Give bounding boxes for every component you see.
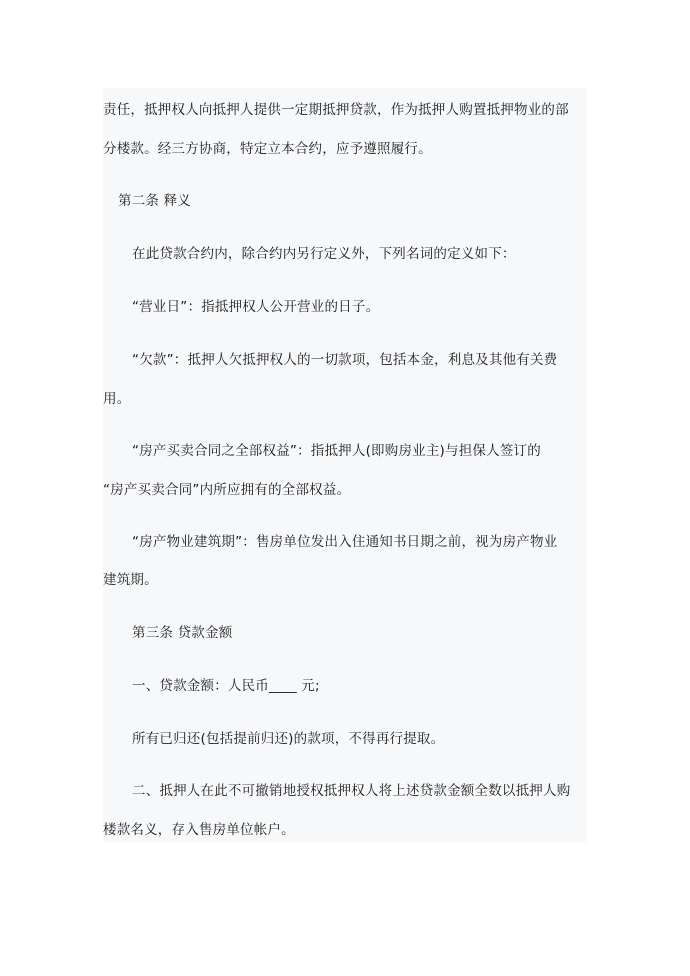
body-text-line: 责任，抵押权人向抵押人提供一定期抵押贷款，作为抵押人购置抵押物业的部 xyxy=(103,102,569,118)
body-text-line: 分楼款。经三方协商，特定立本合约，应予遵照履行。 xyxy=(103,141,432,157)
body-text-line: 建筑期。 xyxy=(103,572,158,588)
clause-line: 二、抵押人在此不可撤销地授权抵押权人将上述贷款金额全数以抵押人购 xyxy=(132,783,571,799)
definition-line: “房产物业建筑期”：售房单位发出入住通知书日期之前，视为房产物业 xyxy=(132,534,558,550)
body-text-line: “房产买卖合同”内所应拥有的全部权益。 xyxy=(103,482,351,498)
section-heading: 第二条 释义 xyxy=(118,193,191,209)
body-text-line: 所有已归还(包括提前归还)的款项，不得再行提取。 xyxy=(132,731,445,747)
definition-line: “营业日”：指抵押权人公开营业的日子。 xyxy=(132,299,380,315)
definition-line: “欠款”：抵押人欠抵押权人的一切款项，包括本金，利息及其他有关费 xyxy=(132,352,558,368)
body-text-line: 用。 xyxy=(103,391,131,407)
body-text-line: 楼款名义，存入售房单位帐户。 xyxy=(103,822,295,838)
clause-line: 一、贷款金额：人民币____ 元; xyxy=(132,678,320,694)
body-text-line: 在此贷款合约内，除合约内另行定义外，下列名词的定义如下： xyxy=(132,246,516,262)
definition-line: “房产买卖合同之全部权益”：指抵押人(即购房业主)与担保人签订的 xyxy=(132,443,541,459)
section-heading: 第三条 贷款金额 xyxy=(132,625,233,641)
